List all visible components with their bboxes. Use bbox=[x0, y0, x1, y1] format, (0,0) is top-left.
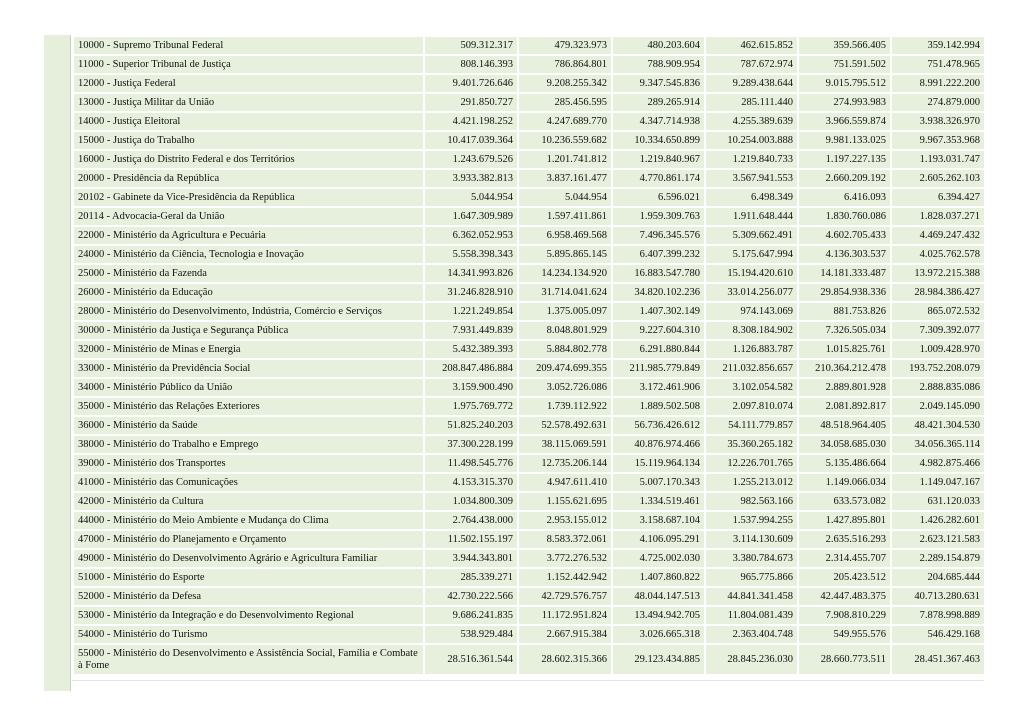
organ-name-cell: 49000 - Ministério do Desenvolvimento Agrário e Agricultura Familiar bbox=[74, 550, 423, 567]
value-cell: 4.247.689.770 bbox=[519, 113, 611, 130]
organ-name-cell: 26000 - Ministério da Educação bbox=[74, 284, 423, 301]
value-cell: 6.291.880.844 bbox=[613, 341, 704, 358]
table-row bbox=[74, 227, 984, 244]
value-cell: 479.323.973 bbox=[519, 37, 611, 54]
value-cell: 974.143.069 bbox=[706, 303, 797, 320]
value-cell: 1.255.213.012 bbox=[706, 474, 797, 491]
value-cell: 4.947.611.410 bbox=[519, 474, 611, 491]
value-cell: 1.647.309.989 bbox=[425, 208, 517, 225]
value-cell: 34.056.365.114 bbox=[892, 436, 984, 453]
value-cell: 10.236.559.682 bbox=[519, 132, 611, 149]
value-cell: 7.309.392.077 bbox=[892, 322, 984, 339]
value-cell: 48.518.964.405 bbox=[799, 417, 890, 434]
value-cell: 2.889.801.928 bbox=[799, 379, 890, 396]
table-row bbox=[74, 379, 984, 396]
value-cell: 5.884.802.778 bbox=[519, 341, 611, 358]
value-cell: 42.447.483.375 bbox=[799, 588, 890, 605]
value-cell: 28.602.315.366 bbox=[519, 645, 611, 674]
organ-name-cell: 20114 - Advocacia-Geral da União bbox=[74, 208, 423, 225]
table-row bbox=[74, 189, 984, 206]
value-cell: 9.227.604.310 bbox=[613, 322, 704, 339]
organ-name-cell: 30000 - Ministério da Justiça e Segurança Pública bbox=[74, 322, 423, 339]
table-row bbox=[74, 588, 984, 605]
value-cell: 6.498.349 bbox=[706, 189, 797, 206]
value-cell: 3.102.054.582 bbox=[706, 379, 797, 396]
value-cell: 3.933.382.813 bbox=[425, 170, 517, 187]
organ-name-cell: 12000 - Justiça Federal bbox=[74, 75, 423, 92]
organ-name-cell: 35000 - Ministério das Relações Exteriores bbox=[74, 398, 423, 415]
table-row bbox=[74, 246, 984, 263]
value-cell: 9.981.133.025 bbox=[799, 132, 890, 149]
value-cell: 462.615.852 bbox=[706, 37, 797, 54]
value-cell: 9.208.255.342 bbox=[519, 75, 611, 92]
value-cell: 28.984.386.427 bbox=[892, 284, 984, 301]
value-cell: 1.009.428.970 bbox=[892, 341, 984, 358]
value-cell: 15.119.964.134 bbox=[613, 455, 704, 472]
value-cell: 1.219.840.967 bbox=[613, 151, 704, 168]
table-row bbox=[74, 512, 984, 529]
table-row bbox=[74, 493, 984, 510]
value-cell: 205.423.512 bbox=[799, 569, 890, 586]
value-cell: 3.380.784.673 bbox=[706, 550, 797, 567]
value-cell: 34.820.102.236 bbox=[613, 284, 704, 301]
value-cell: 1.375.005.097 bbox=[519, 303, 611, 320]
table-row bbox=[74, 265, 984, 282]
value-cell: 285.456.595 bbox=[519, 94, 611, 111]
value-cell: 28.660.773.511 bbox=[799, 645, 890, 674]
value-cell: 1.197.227.135 bbox=[799, 151, 890, 168]
value-cell: 2.314.455.707 bbox=[799, 550, 890, 567]
value-cell: 42.730.222.566 bbox=[425, 588, 517, 605]
value-cell: 274.879.000 bbox=[892, 94, 984, 111]
table-row bbox=[74, 531, 984, 548]
value-cell: 10.334.650.899 bbox=[613, 132, 704, 149]
value-cell: 1.149.066.034 bbox=[799, 474, 890, 491]
value-cell: 52.578.492.631 bbox=[519, 417, 611, 434]
value-cell: 9.686.241.835 bbox=[425, 607, 517, 624]
value-cell: 29.854.938.336 bbox=[799, 284, 890, 301]
value-cell: 751.478.965 bbox=[892, 56, 984, 73]
table-row bbox=[74, 645, 984, 674]
value-cell: 14.341.993.826 bbox=[425, 265, 517, 282]
budget-table-body bbox=[74, 37, 984, 674]
value-cell: 2.605.262.103 bbox=[892, 170, 984, 187]
value-cell: 5.558.398.343 bbox=[425, 246, 517, 263]
table-row bbox=[74, 474, 984, 491]
value-cell: 1.155.621.695 bbox=[519, 493, 611, 510]
table-row bbox=[74, 151, 984, 168]
value-cell: 4.421.198.252 bbox=[425, 113, 517, 130]
organ-name-cell: 53000 - Ministério da Integração e do Desenvolvimento Regional bbox=[74, 607, 423, 624]
value-cell: 1.911.648.444 bbox=[706, 208, 797, 225]
value-cell: 9.015.795.512 bbox=[799, 75, 890, 92]
value-cell: 7.908.810.229 bbox=[799, 607, 890, 624]
value-cell: 11.502.155.197 bbox=[425, 531, 517, 548]
value-cell: 31.246.828.910 bbox=[425, 284, 517, 301]
value-cell: 1.243.679.526 bbox=[425, 151, 517, 168]
value-cell: 5.044.954 bbox=[425, 189, 517, 206]
value-cell: 808.146.393 bbox=[425, 56, 517, 73]
value-cell: 1.407.860.822 bbox=[613, 569, 704, 586]
value-cell: 10.417.039.364 bbox=[425, 132, 517, 149]
table-row bbox=[74, 626, 984, 643]
value-cell: 3.772.276.532 bbox=[519, 550, 611, 567]
table-row bbox=[74, 303, 984, 320]
value-cell: 881.753.826 bbox=[799, 303, 890, 320]
value-cell: 1.537.994.255 bbox=[706, 512, 797, 529]
value-cell: 1.193.031.747 bbox=[892, 151, 984, 168]
value-cell: 480.203.604 bbox=[613, 37, 704, 54]
value-cell: 6.958.469.568 bbox=[519, 227, 611, 244]
value-cell: 4.602.705.433 bbox=[799, 227, 890, 244]
value-cell: 633.573.082 bbox=[799, 493, 890, 510]
table-row bbox=[74, 455, 984, 472]
value-cell: 5.309.662.491 bbox=[706, 227, 797, 244]
value-cell: 787.672.974 bbox=[706, 56, 797, 73]
organ-name-cell: 10000 - Supremo Tribunal Federal bbox=[74, 37, 423, 54]
value-cell: 4.255.389.639 bbox=[706, 113, 797, 130]
organ-name-cell: 22000 - Ministério da Agricultura e Pecuária bbox=[74, 227, 423, 244]
value-cell: 11.498.545.776 bbox=[425, 455, 517, 472]
value-cell: 9.967.353.968 bbox=[892, 132, 984, 149]
organ-name-cell: 41000 - Ministério das Comunicações bbox=[74, 474, 423, 491]
value-cell: 4.725.002.030 bbox=[613, 550, 704, 567]
value-cell: 5.895.865.145 bbox=[519, 246, 611, 263]
value-cell: 28.451.367.463 bbox=[892, 645, 984, 674]
value-cell: 3.966.559.874 bbox=[799, 113, 890, 130]
value-cell: 2.635.516.293 bbox=[799, 531, 890, 548]
table-row bbox=[74, 37, 984, 54]
value-cell: 2.081.892.817 bbox=[799, 398, 890, 415]
value-cell: 631.120.033 bbox=[892, 493, 984, 510]
value-cell: 9.347.545.836 bbox=[613, 75, 704, 92]
organ-name-cell: 20000 - Presidência da República bbox=[74, 170, 423, 187]
value-cell: 13.972.215.388 bbox=[892, 265, 984, 282]
value-cell: 4.770.861.174 bbox=[613, 170, 704, 187]
value-cell: 4.982.875.466 bbox=[892, 455, 984, 472]
value-cell: 1.015.825.761 bbox=[799, 341, 890, 358]
value-cell: 509.312.317 bbox=[425, 37, 517, 54]
table-row bbox=[74, 75, 984, 92]
organ-name-cell: 11000 - Superior Tribunal de Justiça bbox=[74, 56, 423, 73]
left-sidebar-strip bbox=[44, 35, 71, 691]
value-cell: 10.254.003.888 bbox=[706, 132, 797, 149]
value-cell: 274.993.983 bbox=[799, 94, 890, 111]
organ-name-cell: 54000 - Ministério do Turismo bbox=[74, 626, 423, 643]
value-cell: 209.474.699.355 bbox=[519, 360, 611, 377]
value-cell: 2.667.915.384 bbox=[519, 626, 611, 643]
value-cell: 3.158.687.104 bbox=[613, 512, 704, 529]
value-cell: 1.334.519.461 bbox=[613, 493, 704, 510]
value-cell: 1.830.760.086 bbox=[799, 208, 890, 225]
organ-name-cell: 13000 - Justiça Militar da União bbox=[74, 94, 423, 111]
organ-name-cell: 34000 - Ministério Público da União bbox=[74, 379, 423, 396]
value-cell: 6.416.093 bbox=[799, 189, 890, 206]
table-bottom-rule bbox=[72, 680, 984, 681]
value-cell: 40.713.280.631 bbox=[892, 588, 984, 605]
value-cell: 5.175.647.994 bbox=[706, 246, 797, 263]
value-cell: 1.219.840.733 bbox=[706, 151, 797, 168]
value-cell: 2.289.154.879 bbox=[892, 550, 984, 567]
value-cell: 1.959.309.763 bbox=[613, 208, 704, 225]
table-row bbox=[74, 322, 984, 339]
organ-name-cell: 39000 - Ministério dos Transportes bbox=[74, 455, 423, 472]
table-row bbox=[74, 550, 984, 567]
value-cell: 12.226.701.765 bbox=[706, 455, 797, 472]
value-cell: 33.014.256.077 bbox=[706, 284, 797, 301]
value-cell: 28.516.361.544 bbox=[425, 645, 517, 674]
value-cell: 3.938.326.970 bbox=[892, 113, 984, 130]
value-cell: 1.828.037.271 bbox=[892, 208, 984, 225]
value-cell: 4.153.315.370 bbox=[425, 474, 517, 491]
value-cell: 1.221.249.854 bbox=[425, 303, 517, 320]
value-cell: 54.111.779.857 bbox=[706, 417, 797, 434]
value-cell: 788.909.954 bbox=[613, 56, 704, 73]
value-cell: 1.739.112.922 bbox=[519, 398, 611, 415]
value-cell: 56.736.426.612 bbox=[613, 417, 704, 434]
value-cell: 7.931.449.839 bbox=[425, 322, 517, 339]
value-cell: 3.172.461.906 bbox=[613, 379, 704, 396]
value-cell: 51.825.240.203 bbox=[425, 417, 517, 434]
value-cell: 4.469.247.432 bbox=[892, 227, 984, 244]
value-cell: 9.401.726.646 bbox=[425, 75, 517, 92]
value-cell: 6.394.427 bbox=[892, 189, 984, 206]
value-cell: 34.058.685.030 bbox=[799, 436, 890, 453]
value-cell: 31.714.041.624 bbox=[519, 284, 611, 301]
organ-name-cell: 55000 - Ministério do Desenvolvimento e Assistência Social, Família e Combate à Fome bbox=[74, 645, 423, 674]
value-cell: 3.567.941.553 bbox=[706, 170, 797, 187]
value-cell: 28.845.236.030 bbox=[706, 645, 797, 674]
table-row bbox=[74, 113, 984, 130]
value-cell: 15.194.420.610 bbox=[706, 265, 797, 282]
value-cell: 6.362.052.953 bbox=[425, 227, 517, 244]
value-cell: 2.623.121.583 bbox=[892, 531, 984, 548]
table-row bbox=[74, 360, 984, 377]
value-cell: 2.660.209.192 bbox=[799, 170, 890, 187]
value-cell: 7.878.998.889 bbox=[892, 607, 984, 624]
value-cell: 3.837.161.477 bbox=[519, 170, 611, 187]
value-cell: 359.566.405 bbox=[799, 37, 890, 54]
value-cell: 6.596.021 bbox=[613, 189, 704, 206]
organ-name-cell: 25000 - Ministério da Fazenda bbox=[74, 265, 423, 282]
value-cell: 14.234.134.920 bbox=[519, 265, 611, 282]
value-cell: 359.142.994 bbox=[892, 37, 984, 54]
value-cell: 1.889.502.508 bbox=[613, 398, 704, 415]
value-cell: 211.985.779.849 bbox=[613, 360, 704, 377]
value-cell: 1.149.047.167 bbox=[892, 474, 984, 491]
value-cell: 8.991.222.200 bbox=[892, 75, 984, 92]
value-cell: 8.048.801.929 bbox=[519, 322, 611, 339]
value-cell: 982.563.166 bbox=[706, 493, 797, 510]
table-row bbox=[74, 132, 984, 149]
value-cell: 11.172.951.824 bbox=[519, 607, 611, 624]
value-cell: 285.111.440 bbox=[706, 94, 797, 111]
organ-name-cell: 36000 - Ministério da Saúde bbox=[74, 417, 423, 434]
value-cell: 3.159.900.490 bbox=[425, 379, 517, 396]
organ-name-cell: 51000 - Ministério do Esporte bbox=[74, 569, 423, 586]
value-cell: 1.034.800.309 bbox=[425, 493, 517, 510]
organ-name-cell: 16000 - Justiça do Distrito Federal e dos Territórios bbox=[74, 151, 423, 168]
value-cell: 14.181.333.487 bbox=[799, 265, 890, 282]
value-cell: 5.007.170.343 bbox=[613, 474, 704, 491]
organ-name-cell: 28000 - Ministério do Desenvolvimento, Indústria, Comércio e Serviços bbox=[74, 303, 423, 320]
value-cell: 7.496.345.576 bbox=[613, 227, 704, 244]
value-cell: 1.597.411.861 bbox=[519, 208, 611, 225]
value-cell: 42.729.576.757 bbox=[519, 588, 611, 605]
value-cell: 1.975.769.772 bbox=[425, 398, 517, 415]
value-cell: 285.339.271 bbox=[425, 569, 517, 586]
value-cell: 44.841.341.458 bbox=[706, 588, 797, 605]
value-cell: 549.955.576 bbox=[799, 626, 890, 643]
value-cell: 2.953.155.012 bbox=[519, 512, 611, 529]
value-cell: 8.583.372.061 bbox=[519, 531, 611, 548]
value-cell: 538.929.484 bbox=[425, 626, 517, 643]
value-cell: 751.591.502 bbox=[799, 56, 890, 73]
table-row bbox=[74, 607, 984, 624]
value-cell: 3.052.726.086 bbox=[519, 379, 611, 396]
organ-name-cell: 20102 - Gabinete da Vice-Presidência da República bbox=[74, 189, 423, 206]
budget-table bbox=[72, 35, 986, 676]
value-cell: 1.126.883.787 bbox=[706, 341, 797, 358]
organ-name-cell: 32000 - Ministério de Minas e Energia bbox=[74, 341, 423, 358]
value-cell: 29.123.434.885 bbox=[613, 645, 704, 674]
value-cell: 16.883.547.780 bbox=[613, 265, 704, 282]
value-cell: 2.363.404.748 bbox=[706, 626, 797, 643]
value-cell: 4.106.095.291 bbox=[613, 531, 704, 548]
value-cell: 37.300.228.199 bbox=[425, 436, 517, 453]
value-cell: 786.864.801 bbox=[519, 56, 611, 73]
value-cell: 48.421.304.530 bbox=[892, 417, 984, 434]
value-cell: 4.136.303.537 bbox=[799, 246, 890, 263]
value-cell: 865.072.532 bbox=[892, 303, 984, 320]
value-cell: 4.025.762.578 bbox=[892, 246, 984, 263]
value-cell: 1.201.741.812 bbox=[519, 151, 611, 168]
value-cell: 204.685.444 bbox=[892, 569, 984, 586]
value-cell: 208.847.486.884 bbox=[425, 360, 517, 377]
organ-name-cell: 52000 - Ministério da Defesa bbox=[74, 588, 423, 605]
table-row bbox=[74, 398, 984, 415]
organ-name-cell: 42000 - Ministério da Cultura bbox=[74, 493, 423, 510]
table-row bbox=[74, 341, 984, 358]
value-cell: 210.364.212.478 bbox=[799, 360, 890, 377]
value-cell: 2.764.438.000 bbox=[425, 512, 517, 529]
value-cell: 40.876.974.466 bbox=[613, 436, 704, 453]
value-cell: 9.289.438.644 bbox=[706, 75, 797, 92]
value-cell: 965.775.866 bbox=[706, 569, 797, 586]
value-cell: 3.026.665.318 bbox=[613, 626, 704, 643]
value-cell: 5.044.954 bbox=[519, 189, 611, 206]
value-cell: 8.308.184.902 bbox=[706, 322, 797, 339]
value-cell: 7.326.505.034 bbox=[799, 322, 890, 339]
value-cell: 1.427.895.801 bbox=[799, 512, 890, 529]
value-cell: 38.115.069.591 bbox=[519, 436, 611, 453]
organ-name-cell: 24000 - Ministério da Ciência, Tecnologia e Inovação bbox=[74, 246, 423, 263]
value-cell: 1.152.442.942 bbox=[519, 569, 611, 586]
table-row bbox=[74, 284, 984, 301]
value-cell: 4.347.714.938 bbox=[613, 113, 704, 130]
value-cell: 193.752.208.079 bbox=[892, 360, 984, 377]
value-cell: 48.044.147.513 bbox=[613, 588, 704, 605]
value-cell: 546.429.168 bbox=[892, 626, 984, 643]
value-cell: 289.265.914 bbox=[613, 94, 704, 111]
value-cell: 2.097.810.074 bbox=[706, 398, 797, 415]
value-cell: 211.032.856.657 bbox=[706, 360, 797, 377]
value-cell: 291.850.727 bbox=[425, 94, 517, 111]
value-cell: 1.426.282.601 bbox=[892, 512, 984, 529]
value-cell: 2.888.835.086 bbox=[892, 379, 984, 396]
organ-name-cell: 33000 - Ministério da Previdência Social bbox=[74, 360, 423, 377]
table-row bbox=[74, 94, 984, 111]
table-row bbox=[74, 208, 984, 225]
value-cell: 2.049.145.090 bbox=[892, 398, 984, 415]
table-row bbox=[74, 417, 984, 434]
organ-name-cell: 14000 - Justiça Eleitoral bbox=[74, 113, 423, 130]
value-cell: 3.114.130.609 bbox=[706, 531, 797, 548]
table-row bbox=[74, 170, 984, 187]
organ-name-cell: 47000 - Ministério do Planejamento e Orçamento bbox=[74, 531, 423, 548]
value-cell: 6.407.399.232 bbox=[613, 246, 704, 263]
organ-name-cell: 38000 - Ministério do Trabalho e Emprego bbox=[74, 436, 423, 453]
value-cell: 1.407.302.149 bbox=[613, 303, 704, 320]
value-cell: 5.135.486.664 bbox=[799, 455, 890, 472]
value-cell: 5.432.389.393 bbox=[425, 341, 517, 358]
table-row bbox=[74, 436, 984, 453]
value-cell: 11.804.081.439 bbox=[706, 607, 797, 624]
table-row bbox=[74, 56, 984, 73]
value-cell: 13.494.942.705 bbox=[613, 607, 704, 624]
organ-name-cell: 44000 - Ministério do Meio Ambiente e Mudança do Clima bbox=[74, 512, 423, 529]
table-row bbox=[74, 569, 984, 586]
value-cell: 12.735.206.144 bbox=[519, 455, 611, 472]
value-cell: 3.944.343.801 bbox=[425, 550, 517, 567]
value-cell: 35.360.265.182 bbox=[706, 436, 797, 453]
organ-name-cell: 15000 - Justiça do Trabalho bbox=[74, 132, 423, 149]
